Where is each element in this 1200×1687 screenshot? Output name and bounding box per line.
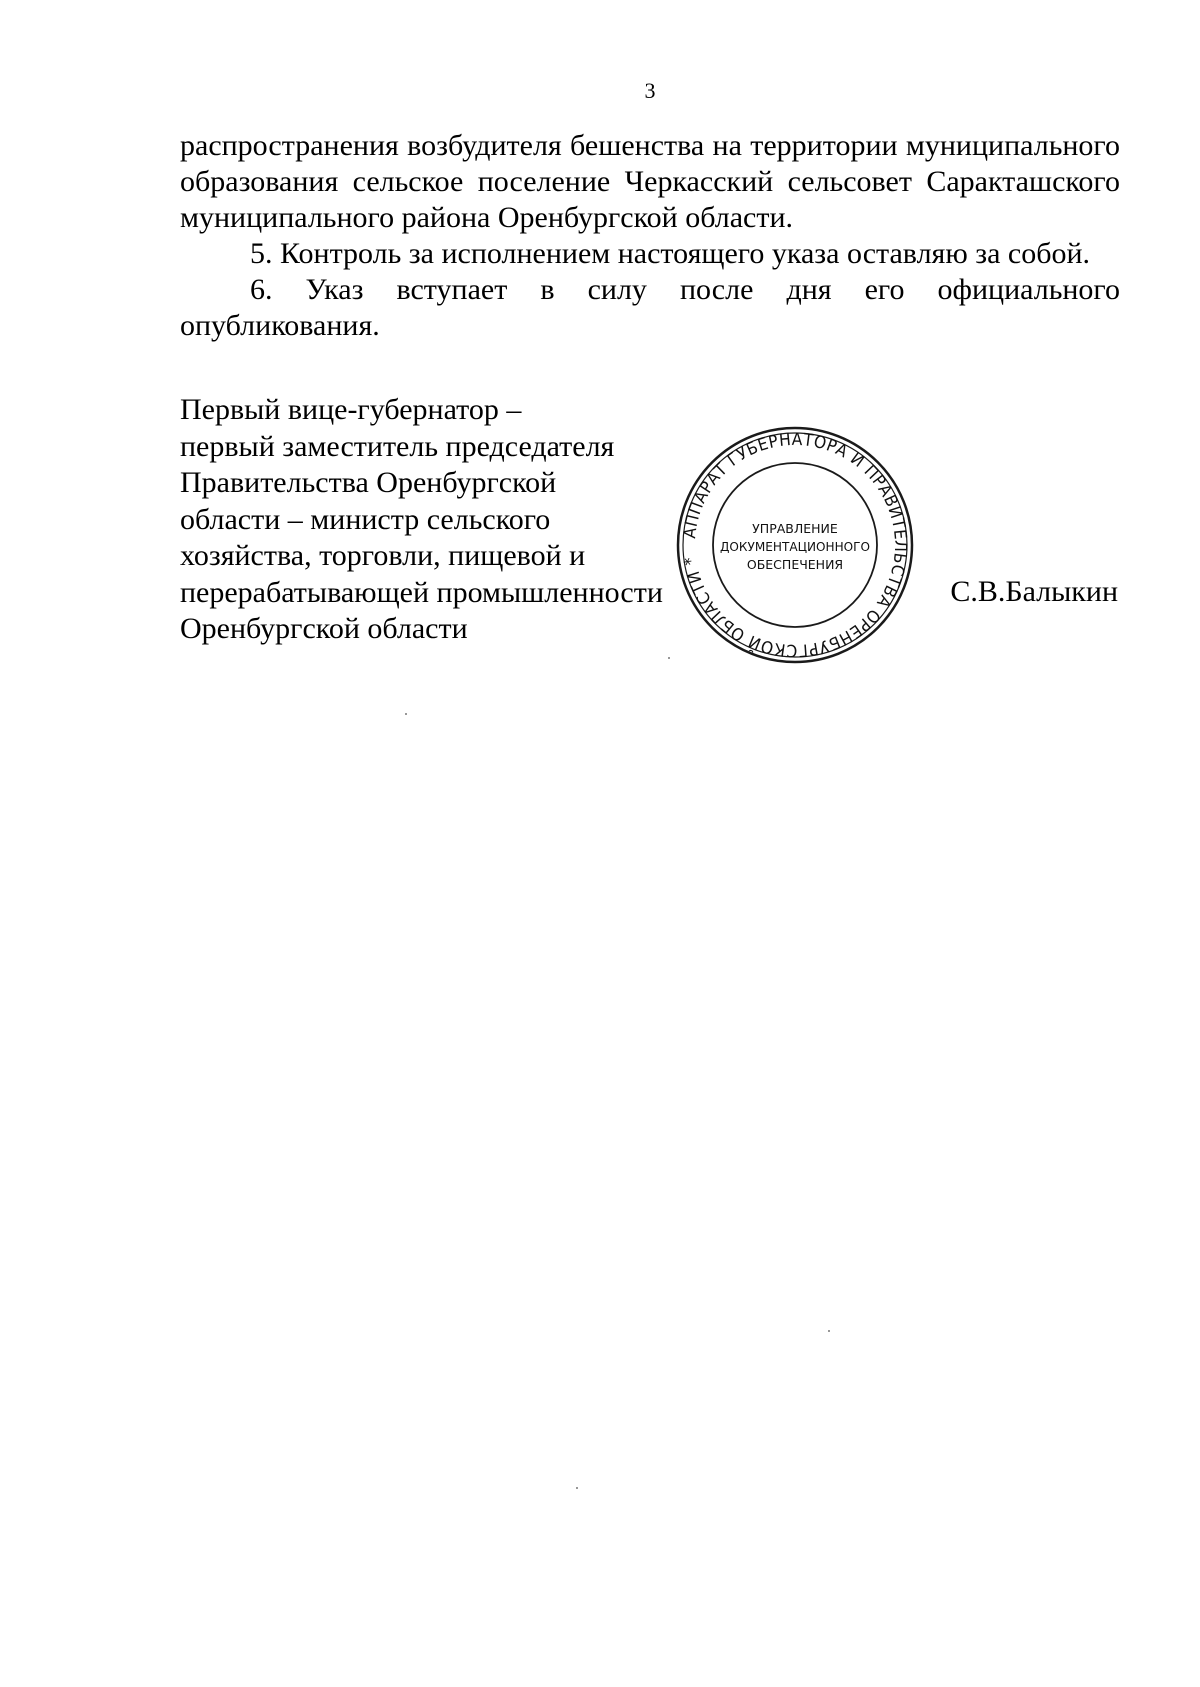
paragraph-item-5: 5. Контроль за исполнением настоящего указа оставляю за собой. xyxy=(250,237,1091,270)
position-line: Правительства Оренбургской xyxy=(180,466,557,499)
stamp-center-line: ОБЕСПЕЧЕНИЯ xyxy=(746,557,844,572)
position-line: Оренбургской области xyxy=(180,612,468,645)
position-line: Первый вице-губернатор – xyxy=(180,393,522,426)
scan-speck xyxy=(668,657,670,659)
stamp-center-line: УПРАВЛЕНИЕ xyxy=(752,521,838,536)
signer-name: С.В.Балыкин xyxy=(950,575,1118,608)
paragraph-item-6: 6. Указ вступает в силу после дня его официального опубликования. xyxy=(180,273,1120,342)
scan-speck xyxy=(828,1330,830,1332)
scan-speck xyxy=(405,713,407,715)
scan-speck xyxy=(576,1487,578,1489)
document-body xyxy=(180,128,1120,344)
paragraph-continuation: распространения возбудителя бешенства на территории муниципального образования сельское поселение Черкасский сельсовет Саракташского муниципального района Оренбургской области. xyxy=(180,129,1120,234)
page-number: 3 xyxy=(644,78,656,103)
position-line: первый заместитель председателя xyxy=(180,429,615,463)
position-line: перерабатывающей промышленности xyxy=(180,575,663,609)
stamp-ring-text: АППАРАТ ГУБЕРНАТОРА И ПРАВИТЕЛЬСТВА ОРЕНБУРГСКОЙ ОБЛАСТИ * xyxy=(680,429,911,661)
position-line: хозяйства, торговли, пищевой и xyxy=(180,539,586,572)
signatory-position xyxy=(180,392,663,648)
official-stamp xyxy=(670,420,920,670)
position-line: области – министр сельского xyxy=(180,502,551,536)
stamp-center-line: ДОКУМЕНТАЦИОННОГО xyxy=(720,539,871,554)
